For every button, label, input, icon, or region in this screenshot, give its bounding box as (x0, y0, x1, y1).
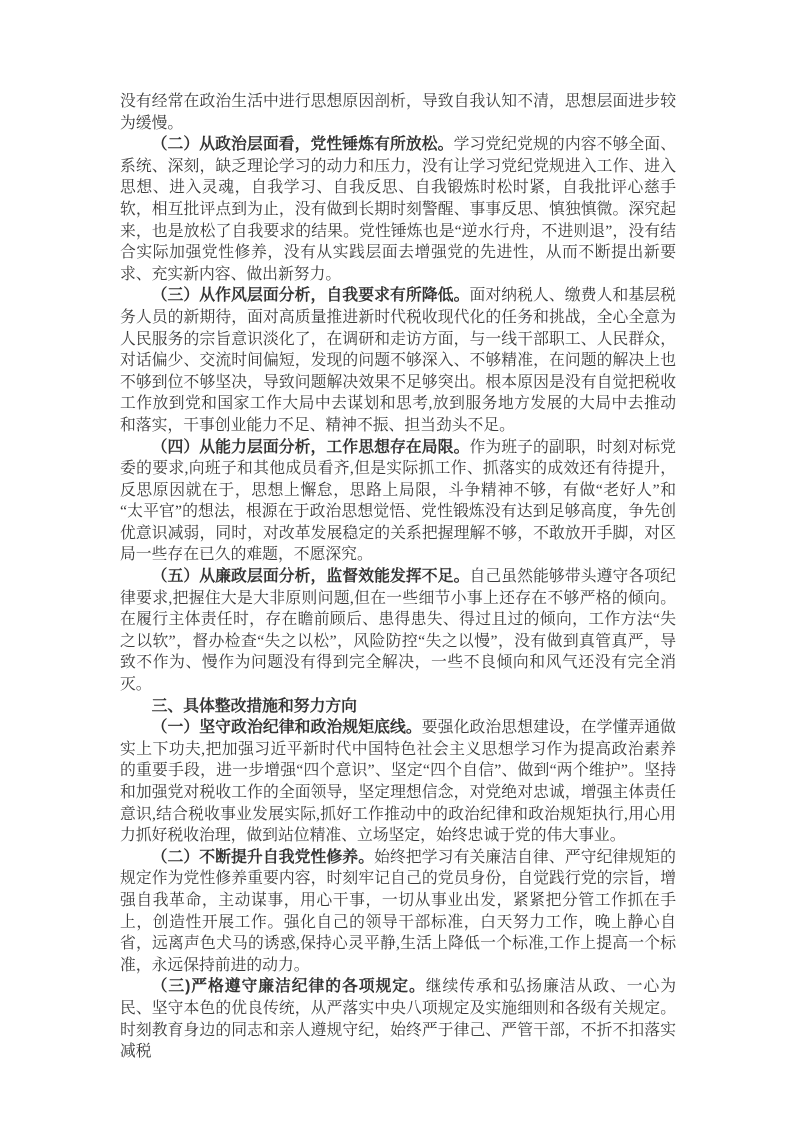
workstyle-level-body: 面对纳税人、缴费人和基层税务人员的新期待，面对高质量推进新时代税收现代化的任务和挑战，全心全意为人民服务的宗旨意识淡化了，在调研和走访方面，与一线干部职工、人民群众，对话偏少、交流时间偏短，发现的问题不够深入、不够精准，在问题的解决上也不够到位不够坚决，导致问题解决效果不足够突出。根本原因是没有自觉把税收工作放到党和国家工作大局中去谋划和思考,放到服务地方发展的大局中去推动和落实，干事创业能力不足、精神不振、担当劲头不足。 (120, 287, 676, 434)
para-political-level (120, 134, 676, 285)
measure-2-body: 始终把学习有关廉洁自律、严守纪律规矩的规定作为党性修养重要内容，时刻牢记自己的党员身份，自觉践行党的宗旨，增强自我革命，主动谋事，用心干事，一切从事业出发，紧紧把分管工作抓在手上，创造性开展工作。强化自己的领导干部标准，白天努力工作，晚上静心自省，远离声色犬马的诱惑,保持心灵平静,生活上降低一个标准,工作上提高一个标准，永远保持前进的动力。 (120, 848, 676, 974)
measure-1-heading: （一）坚守政治纪律和政治规矩底线。 (151, 719, 422, 737)
para-measure-3 (120, 976, 676, 1062)
para-integrity-level (120, 566, 676, 696)
measure-3-body: 继续传承和弘扬廉洁从政、一心为民、坚守本色的优良传统，从严落实中央八项规定及实施细则和各级有关规定。时刻教育身边的同志和亲人遵规守纪，始终严于律己、严管干部，不折不扣落实减税 (120, 978, 676, 1061)
integrity-level-body: 自己虽然能够带头遵守各项纪律要求,把握住大是大非原则问题,但在一些细节小事上还存在不够严格的倾向。在履行主体责任时，存在瞻前顾后、患得患失、得过且过的倾向，工作方法“失之以软”，督办检查“失之以松”，风险防控“失之以慢”，没有做到真管真严，导致不作为、慢作为问题没有得到完全解决，一些不良倾向和风气还没有完全消灭。 (120, 568, 676, 694)
para-workstyle-level (120, 285, 676, 436)
para-continuation-text: 没有经常在政治生活中进行思想原因剖析，导致自我认知不清，思想层面进步较为缓慢。 (120, 93, 676, 132)
workstyle-level-heading: （三）从作风层面分析，自我要求有所降低。 (151, 287, 470, 305)
para-measure-2 (120, 847, 676, 977)
political-level-heading: （二）从政治层面看，党性锤炼有所放松。 (151, 136, 454, 154)
para-ability-level (120, 437, 676, 567)
document-body (120, 91, 676, 1063)
measure-3-heading: （三)严格遵守廉洁纪律的各项规定。 (151, 978, 426, 996)
para-measure-1 (120, 717, 676, 847)
para-continuation (120, 91, 676, 134)
measure-2-heading: （二）不断提升自我党性修养。 (151, 848, 375, 866)
ability-level-body: 作为班子的副职，时刻对标党委的要求,向班子和其他成员看齐,但是实际抓工作、抓落实的成效还有待提升，反思原因就在于，思想上懈怠，思路上局限，斗争精神不够，有做“老好人”和“太平官”的想法，根源在于政治思想觉悟、党性锻炼没有达到足够高度，争先创优意识减弱，同时，对改革发展稳定的关系把握理解不够，不敢放开手脚，对区局一些存在已久的难题，不愿深究。 (120, 438, 676, 564)
integrity-level-heading: （五）从廉政层面分析，监督效能发挥不足。 (151, 568, 470, 586)
section-heading-measures: 三、具体整改措施和努力方向 (151, 697, 357, 715)
measure-1-body: 要强化政治思想建设，在学懂弄通做实上下功夫,把加强习近平新时代中国特色社会主义思想学习作为提高政治素养的重要手段，进一步增强“四个意识”、坚定“四个自信”、做到“两个维护”。坚持和加强党对税收工作的全面领导，坚定理想信念，对党绝对忠诚，增强主体责任意识,结合税收事业发展实际,抓好工作推动中的政治纪律和政治规矩执行,用心用力抓好税收治理，做到站位精准、立场坚定，始终忠诚于党的伟大事业。 (120, 719, 676, 845)
ability-level-heading: （四）从能力层面分析，工作思想存在局限。 (151, 438, 470, 456)
political-level-body: 学习党纪党规的内容不够全面、系统、深刻，缺乏理论学习的动力和压力，没有让学习党纪党规进入工作、进入思想、进入灵魂，自我学习、自我反思、自我锻炼时松时紧，自我批评心慈手软，相互批评点到为止，没有做到长期时刻警醒、事事反思、慎独慎微。深究起来，也是放松了自我要求的结果。党性锤炼也是“逆水行舟，不进则退”，没有结合实际加强党性修养，没有从实践层面去增强党的先进性，从而不断提出新要求、充实新内容、做出新努力。 (120, 136, 676, 283)
